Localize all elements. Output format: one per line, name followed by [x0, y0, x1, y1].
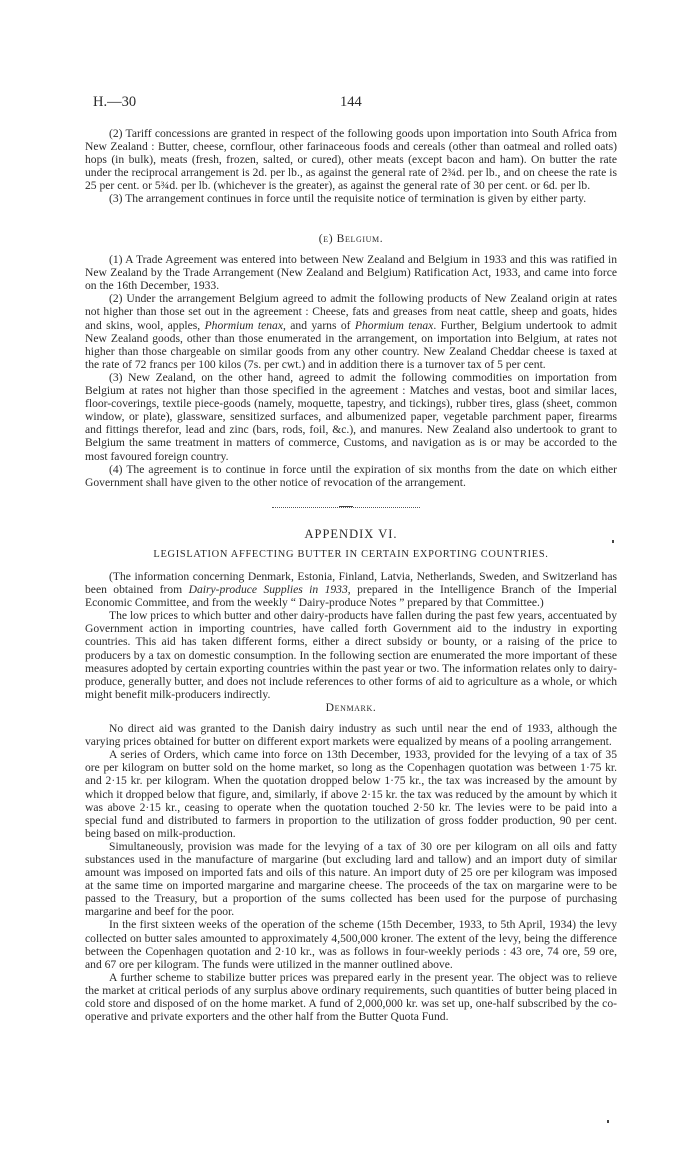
section-divider — [272, 507, 420, 508]
print-speck — [612, 540, 614, 543]
paragraph: (3) The arrangement continues in force until the requisite notice of termination is given by either party. — [109, 192, 587, 206]
belgium-section — [85, 232, 617, 489]
paragraph: (2) Under the arrangement Belgium agreed to admit the following products of New Zealand origin at rates not higher than those set out in the agreement : Cheese, fats and greases from neat cattle, sheep and goats, hides and skins, wool, apples, Phormium tenax, and yarns of Phormium tenax. Further, Belgium undertook to admit New Zealand goods, other than those enumerated in the arrangement, on importation into Belgium, at rates not higher than those chargeable on similar goods from any other country. New Zealand Cheddar cheese is taxed at the rate of 72 francs per 100 kilos (7s. per cwt.) and in addition there is a turnover tax of 5 per cent. — [85, 292, 617, 371]
page-header — [93, 94, 617, 112]
paragraph: A further scheme to stabilize butter prices was prepared early in the present year. The object was to relieve the market at critical periods of any surplus above ordinary requirements, such quantities of butter being placed in cold store and disposed of on the home market. A fund of 2,000,000 kr. was set up, one-half subscribed by the co-operative and private exporters and the other half from the Butter Quota Fund. — [85, 970, 617, 1024]
paragraph: (1) A Trade Agreement was entered into between New Zealand and Belgium in 1933 and this was ratified in New Zealand by the Trade Arrangement (New Zealand and Belgium) Ratification Act, 1933, and came into force on the 16th December, 1933. — [85, 253, 617, 293]
page-reference: H.—30 — [93, 94, 137, 110]
south-africa-section — [85, 127, 617, 206]
page-number: 144 — [340, 94, 362, 110]
appendix-intro — [85, 570, 617, 1023]
paragraph: A series of Orders, which came into force on 13th December, 1933, provided for the levying of a tax of 35 ore per kilogram on butter sold on the home market, so long as the Copenhagen quotation was between 1·75 kr. and 2·15 kr. per kilogram. When the quotation dropped below 1·75 kr., the tax was increased by the amount by which it dropped below that figure, and, similarly, if above 2·15 kr. the tax was reduced by the amount by which it was above 2·15 kr., ceasing to operate when the quotation touched 2·50 kr. The levies were to be paid into a special fund and distributed to farmers in proportion to the utilization of gross fodder production, 90 per cent. being based on milk-production. — [85, 748, 617, 840]
section-heading: (e) Belgium. — [318, 232, 384, 245]
appendix-title: APPENDIX VI. — [304, 527, 398, 541]
paragraph: (2) Tariff concessions are granted in respect of the following goods upon importation into South Africa from New Zealand : Butter, cheese, cornflour, other farinaceous foods and cereals (other than oatmeal and rolled oats) hops (in bulk), meats (fresh, frozen, salted, or cured), other meats (except bacon and ham). On butter the rate under the reciprocal arrangement is 2d. per lb., as against the general rate of 2¾d. per lb., and on cheese the rate is 25 per cent. or 5¾d. per lb. (whichever is the greater), as against the general rate of 30 per cent. or 6d. per lb. — [85, 127, 617, 193]
paragraph: (4) The agreement is to continue in force until the expiration of six months from the date on which either Government shall have given to the other notice of revocation of the arrangement. — [85, 462, 617, 489]
appendix-subtitle: LEGISLATION AFFECTING BUTTER IN CERTAIN EXPORTING COUNTRIES. — [153, 549, 549, 560]
section-heading: Denmark. — [325, 700, 377, 714]
paragraph: (3) New Zealand, on the other hand, agreed to admit the following commodities on importation from Belgium at rates not higher than those specified in the agreement : Matches and vestas, boot and similar laces, floor-coverings, textile piece-goods (namely, moquette, tapestry, and tickings), rubber tires, glass (sheet, common window, or plate), glassware, sensitized surfaces, and albumenized paper, vegetable parchment paper, firearms and fittings therefor, lead and zinc (bars, rods, foil, &c.), and manures. New Zealand also undertook to grant to Belgium the same treatment in matters of commerce, Customs, and navigation as is or may be accorded to the most favoured foreign country. — [85, 370, 617, 463]
paragraph: (The information concerning Denmark, Estonia, Finland, Latvia, Netherlands, Sweden, and Switzerland has been obtained from Dairy-produce Supplies in 1933, prepared in the Intelligence Branch of the Imperial Economic Committee, and from the weekly “ Dairy-produce Notes ” prepared by that Committee.) — [85, 570, 617, 610]
paragraph: No direct aid was granted to the Danish dairy industry as such until near the end of 1933, although the varying prices obtained for butter on different export markets were equalized by means of a pooling arrangement. — [85, 722, 617, 749]
paragraph: Simultaneously, provision was made for the levying of a tax of 30 ore per kilogram on all oils and fatty substances used in the manufacture of margarine (but excluding lard and tallow) and an import duty of similar amount was imposed on imported fats and oils of this nature. An import duty of 25 ore per kilogram was imposed at the same time on imported margarine and margarine cheese. The proceeds of the tax on margarine were to be passed to the Treasury, but a proportion of the sums collected has been used for the purpose of purchasing margarine and beef for the poor. — [85, 839, 617, 919]
print-speck — [607, 1120, 609, 1123]
paragraph: In the first sixteen weeks of the operation of the scheme (15th December, 1933, to 5th April, 1934) the levy collected on butter sales amounted to approximately 4,500,000 kroner. The extent of the levy, being the difference between the Copenhagen quotation and 2·10 kr., was as follows in four-weekly periods : 43 ore, 74 ore, 59 ore, and 67 ore per kilogram. The funds were utilized in the manner outlined above. — [85, 918, 617, 971]
paragraph: The low prices to which butter and other dairy-products have fallen during the past few years, accentuated by Government action in importing countries, have called forth Government aid to the industry in exporting countries. This aid has taken different forms, either a direct subsidy or bounty, or a raising of the price to producers by a tax on domestic consumption. In the following section are enumerated the more important of these measures adopted by certain exporting countries within the past year or two. The information relates only to dairy-produce, generally butter, and does not include references to other forms of aid to agriculture as a whole, or which might benefit milk-producers indirectly. — [85, 609, 617, 701]
